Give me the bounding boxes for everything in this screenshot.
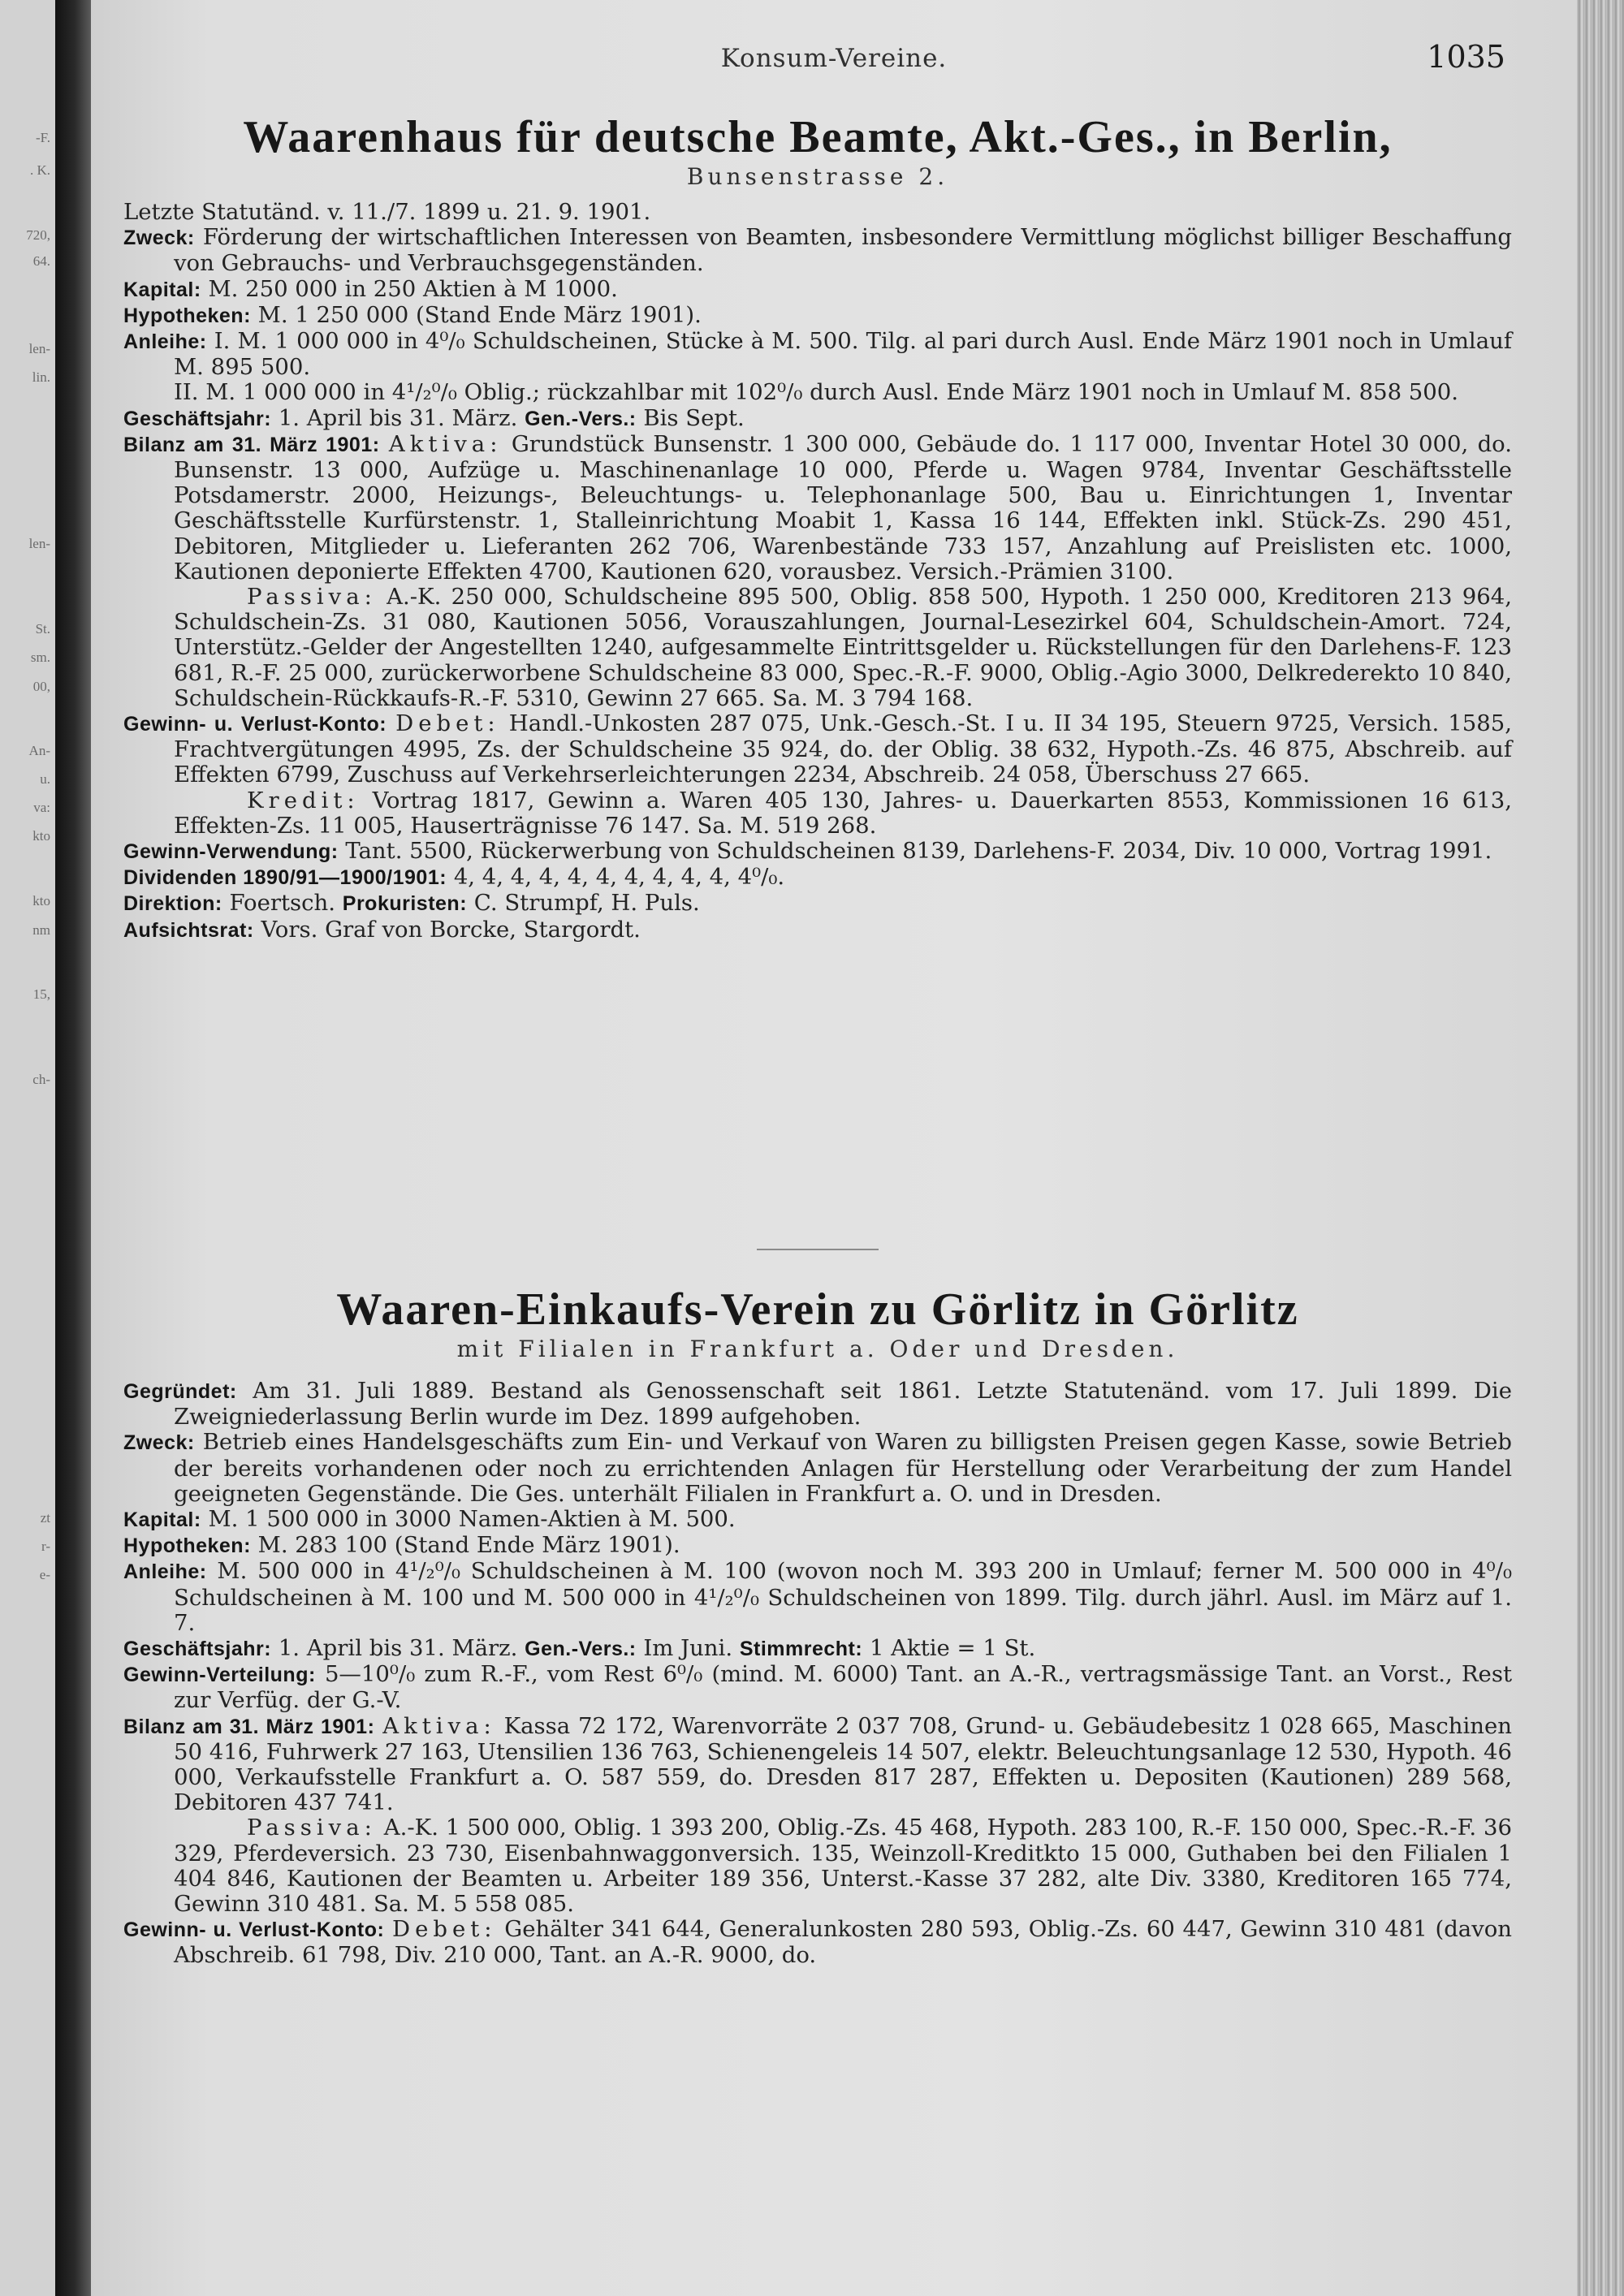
running-head xyxy=(91,39,1577,80)
field-value: 1. April bis 31. März. xyxy=(278,404,518,431)
field-value: Gehälter 341 644, Generalunkosten 280 593, Oblig.-Zs. 60 447, Gewinn 310 481 (davon Abschreib. 61 798, Div. 210 000, Tant. an A.-R. 9000, do. xyxy=(174,1916,1512,1969)
entry-paragraph xyxy=(123,277,1512,303)
entry-paragraph xyxy=(123,329,1512,380)
field-value: Im Juni. xyxy=(643,1635,733,1662)
account-side-label: Debet: xyxy=(395,710,500,737)
field-value: Tant. 5500, Rückerwerbung von Schuldscheinen 8139, Darlehens-F. 2034, Div. 10 000, Vortrag 1991. xyxy=(345,838,1492,865)
entry-paragraph xyxy=(123,1430,1512,1507)
left-page-text-fragment: nm xyxy=(32,922,50,938)
field-label: Gewinn-Verwendung: xyxy=(123,840,339,864)
page-stack-edge xyxy=(1577,0,1624,2296)
page-number: 1035 xyxy=(1427,39,1505,75)
field-value: 1. April bis 31. März. xyxy=(278,1635,518,1662)
field-label: Geschäftsjahr: xyxy=(123,1638,272,1661)
entry-paragraph xyxy=(123,1379,1512,1430)
account-side-label: Aktiva: xyxy=(388,430,503,457)
book-page xyxy=(91,0,1577,2296)
field-value: Vors. Graf von Borcke, Stargordt. xyxy=(261,916,641,943)
entry-paragraph xyxy=(123,303,1512,329)
entry-paragraph xyxy=(123,1507,1512,1533)
entry-paragraph xyxy=(123,1662,1512,1713)
entry-paragraph xyxy=(123,585,1512,711)
entry-body xyxy=(123,1379,1512,1969)
field-value: Letzte Statutänd. v. 11./7. 1899 u. 21. 9. 1901. xyxy=(123,199,651,225)
field-value: I. M. 1 000 000 in 4⁰/₀ Schuldscheinen, Stücke à M. 500. Tilg. al pari durch Ausl. Ende März 1901 noch in Umlauf M. 895 500. xyxy=(174,328,1512,381)
left-page-text-fragment: zt xyxy=(40,1510,50,1526)
account-side-label: Passiva: xyxy=(247,1815,377,1841)
left-page-text-fragment: . K. xyxy=(29,162,50,178)
field-label: Dividenden 1890/91—1900/1901: xyxy=(123,866,447,890)
field-label: Gen.-Vers.: xyxy=(525,1638,637,1661)
entry-paragraph xyxy=(123,406,1512,432)
field-value: 1 Aktie = 1 St. xyxy=(869,1635,1036,1662)
entry-subtitle: Bunsenstrasse 2. xyxy=(686,163,949,190)
account-side-label: Passiva: xyxy=(247,584,377,611)
field-label: Kapital: xyxy=(123,1508,201,1532)
left-page-text-fragment: kto xyxy=(32,828,50,844)
entry-paragraph xyxy=(123,200,1512,225)
entry-paragraph xyxy=(123,380,1512,405)
entry-body xyxy=(123,200,1512,943)
field-label: Kapital: xyxy=(123,278,201,301)
entry-paragraph xyxy=(123,891,1512,917)
running-head-title: Konsum-Vereine. xyxy=(720,44,948,73)
entry-paragraph xyxy=(123,1533,1512,1559)
field-label: Hypotheken: xyxy=(123,304,251,327)
field-value: 4, 4, 4, 4, 4, 4, 4, 4, 4, 4, 4⁰/₀. xyxy=(453,864,785,891)
field-label: Gewinn- u. Verlust-Konto: xyxy=(123,1918,385,1942)
left-page-text-fragment: kto xyxy=(32,893,50,908)
account-side-label: Kredit: xyxy=(247,787,360,814)
book-gutter xyxy=(55,0,91,2296)
field-label: Aufsichtsrat: xyxy=(123,918,254,942)
field-label: Geschäftsjahr: xyxy=(123,407,272,430)
entry-paragraph xyxy=(123,788,1512,839)
entry-subtitle: mit Filialen in Frankfurt a. Oder und Dresden. xyxy=(456,1336,1179,1362)
account-side-label: Debet: xyxy=(392,1916,497,1943)
field-value: M. 283 100 (Stand Ende März 1901). xyxy=(257,1532,680,1559)
field-value: Handl.-Unkosten 287 075, Unk.-Gesch.-St. I u. II 34 195, Steuern 9725, Versich. 1585, Frachtvergütungen 4995, Zs. der Schuldscheine 35 924, do. der Oblig. 38 632, Hypoth.-Zs. 46 875, Abschreib. auf Effekten 6799, Zuschuss auf Verkehrserleichterungen 2234, Abschreib. 24 058, Überschuss 27 665. xyxy=(174,710,1513,788)
field-value: Vortrag 1817, Gewinn a. Waren 405 130, Jahres- u. Dauerkarten 8553, Kommissionen 16 613, Effekten-Zs. 11 005, Hauserträgnisse 76 147. Sa. M. 519 268. xyxy=(174,787,1512,839)
left-page-text-fragment: len- xyxy=(28,536,50,551)
field-value: A.-K. 250 000, Schuldscheine 895 500, Oblig. 858 500, Hypoth. 1 250 000, Kreditoren 213 964, Schuldschein-Zs. 31 080, Kautionen 5056, Vorauszahlungen, Journal-Lesezirkel 604, Schuldschein-Amort. 724, Unterstütz.-Gelder der Angestellten 1240, aufgesammelte Eintrittsgelder u. Rückstellungen für den Darlehens-F. 123 681, R.-F. 25 000, zurückerworbene Schuldscheine 83 000, Spec.-R.-F. 9000, Oblig.-Agio 3000, Delkrederekto 10 840, Schuldschein-Rückkaufs-R.-F. 5310, Gewinn 27 665. Sa. M. 3 794 168. xyxy=(174,584,1512,711)
entry-paragraph xyxy=(123,1714,1512,1816)
left-page-text-fragment: len- xyxy=(28,341,50,356)
field-label: Zweck: xyxy=(123,227,195,250)
field-value: M. 250 000 in 250 Aktien à M 1000. xyxy=(208,275,618,302)
field-label: Bilanz am 31. März 1901: xyxy=(123,1715,375,1738)
field-value: Förderung der wirtschaftlichen Interessen von Beamten, insbesondere Vermittlung möglichst billiger Beschaffung von Gebrauchs- und Verbrauchsgegenständen. xyxy=(174,224,1512,277)
left-page-text-fragment: va: xyxy=(33,800,50,815)
field-label: Gewinn- u. Verlust-Konto: xyxy=(123,713,387,736)
field-label: Anleihe: xyxy=(123,1560,207,1584)
left-page-text-fragment: u. xyxy=(40,771,50,787)
left-page-text-fragment: r- xyxy=(41,1539,50,1554)
left-page-text-fragment: St. xyxy=(35,621,50,637)
entry-paragraph xyxy=(123,711,1512,788)
field-value: Foertsch. xyxy=(229,890,336,917)
entry-paragraph xyxy=(123,1917,1512,1968)
entry-paragraph xyxy=(123,225,1512,276)
field-value: 5—10⁰/₀ zum R.-F., vom Rest 6⁰/₀ (mind. M. 6000) Tant. an A.-R., vertragsmässige Tant. an Vorst., Rest zur Verfüg. der G.-V. xyxy=(174,1661,1512,1714)
entry-title: Waaren-Einkaufs-Verein zu Görlitz in Görlitz xyxy=(336,1284,1299,1335)
entry-paragraph xyxy=(123,917,1512,943)
field-value: II. M. 1 000 000 in 4¹/₂⁰/₀ Oblig.; rückzahlbar mit 102⁰/₀ durch Ausl. Ende März 1901 noch in Umlauf M. 858 500. xyxy=(174,379,1459,406)
field-value: Bis Sept. xyxy=(643,404,745,431)
entry-paragraph xyxy=(123,1815,1512,1917)
left-page-text-fragment: sm. xyxy=(30,650,50,665)
field-label: Gewinn-Verteilung: xyxy=(123,1664,316,1687)
field-label: Bilanz am 31. März 1901: xyxy=(123,433,380,456)
left-page-text-fragment: e- xyxy=(39,1567,50,1582)
field-value: M. 1 500 000 in 3000 Namen-Aktien à M. 500. xyxy=(208,1506,736,1533)
left-page-edge xyxy=(0,0,55,2296)
company-entry-waarenhaus xyxy=(123,112,1512,943)
left-page-text-fragment: 00, xyxy=(32,679,50,694)
entry-paragraph xyxy=(123,1636,1512,1662)
entry-paragraph xyxy=(123,432,1512,585)
field-label: Anleihe: xyxy=(123,330,207,354)
entry-title: Waarenhaus für deutsche Beamte, Akt.-Ges., in Berlin, xyxy=(243,112,1393,162)
field-value: M. 500 000 in 4¹/₂⁰/₀ Schuldscheinen à M. 100 (wovon noch M. 393 200 in Umlauf; ferner M. 500 000 in 4⁰/₀ Schuldscheinen à M. 100 und M. 500 000 in 4¹/₂⁰/₀ Schuldscheinen von 1899. Tilg. durch jährl. Ausl. im März auf 1. 7. xyxy=(174,1558,1512,1636)
field-value: Grundstück Bunsenstr. 1 300 000, Gebäude do. 1 117 000, Inventar Hotel 30 000, do. Bunsenstr. 13 000, Aufzüge u. Maschinenanlage 10 000, Pferde u. Wagen 9784, Inventar Geschäftsstelle Potsdamerstr. 2000, Heizungs-, Beleuchtungs- u. Telephonanlage 500, Bau u. Einrichtungen 1, Inventar Geschäftsstelle Kurfürstenstr. 1, Stalleinrichtung Moabit 1, Kassa 16 144, Effekten inkl. Stück-Zs. 290 451, Debitoren, Mitglieder u. Lieferanten 262 706, Warenbestände 733 157, Anzahlung auf Preislisten etc. 1000, Kautionen deponierte Effekten 4700, Kautionen 620, vorausbez. Versich.-Prämien 3100. xyxy=(174,430,1512,585)
field-value: Am 31. Juli 1889. Bestand als Genossenschaft seit 1861. Letzte Statutenänd. vom 17. Juli 1899. Die Zweigniederlassung Berlin wurde im Dez. 1899 aufgehoben. xyxy=(174,1378,1512,1431)
entry-paragraph xyxy=(123,1559,1512,1636)
left-page-text-fragment: -F. xyxy=(35,130,50,145)
company-entry-waaren-einkaufs-verein xyxy=(123,1284,1512,1969)
field-value: Kassa 72 172, Warenvorräte 2 037 708, Grund- u. Gebäudebesitz 1 028 665, Maschinen 50 416, Fuhrwerk 27 163, Utensilien 136 763, Schienengeleis 14 507, elektr. Beleuchtungsanlage 12 530, Hypoth. 46 000, Verkaufsstelle Frankfurt a. O. 587 559, do. Dresden 817 287, Effekten u. Depositen (Kautionen) 289 568, Debitoren 437 741. xyxy=(174,1712,1512,1816)
account-side-label: Aktiva: xyxy=(382,1712,496,1739)
entry-paragraph xyxy=(123,865,1512,891)
left-page-text-fragment: lin. xyxy=(32,369,50,385)
field-value: M. 1 250 000 (Stand Ende März 1901). xyxy=(257,301,702,328)
field-label: Hypotheken: xyxy=(123,1534,251,1558)
left-page-text-fragment: 720, xyxy=(26,227,50,243)
field-label: Direktion: xyxy=(123,892,222,916)
field-label: Gen.-Vers.: xyxy=(525,407,637,430)
field-label: Stimmrecht: xyxy=(739,1638,863,1661)
field-label: Prokuristen: xyxy=(342,892,468,916)
section-divider xyxy=(757,1249,879,1250)
field-value: Betrieb eines Handelsgeschäfts zum Ein- und Verkauf von Waren zu billigsten Preisen gegen Kasse, sowie Betrieb der bereits vorhandenen oder noch zu errichtenden Anlagen für Herstellung oder Verarbeitung der zum Handel geeigneten Gegenstände. Die Ges. unterhält Filialen in Frankfurt a. O. und in Dresden. xyxy=(174,1429,1512,1507)
entry-paragraph xyxy=(123,839,1512,865)
field-value: A.-K. 1 500 000, Oblig. 1 393 200, Oblig.-Zs. 45 468, Hypoth. 283 100, R.-F. 150 000, Spec.-R.-F. 36 329, Pferdeversich. 23 730, Eisenbahnwaggonversich. 135, Weinzoll-Kreditkto 15 000, Guthaben bei den Filialen 1 404 846, Kautionen der Beamten u. Arbeiter 189 356, Unterst.-Kasse 37 282, alte Div. 3380, Kreditoren 165 774, Gewinn 310 481. Sa. M. 5 558 085. xyxy=(174,1815,1512,1918)
field-value: C. Strumpf, H. Puls. xyxy=(473,890,700,917)
field-label: Zweck: xyxy=(123,1431,195,1455)
left-page-text-fragment: An- xyxy=(28,743,50,758)
left-page-text-fragment: 15, xyxy=(32,986,50,1002)
left-page-text-fragment: ch- xyxy=(32,1072,50,1087)
field-label: Gegründet: xyxy=(123,1380,237,1403)
left-page-text-fragment: 64. xyxy=(32,253,50,269)
